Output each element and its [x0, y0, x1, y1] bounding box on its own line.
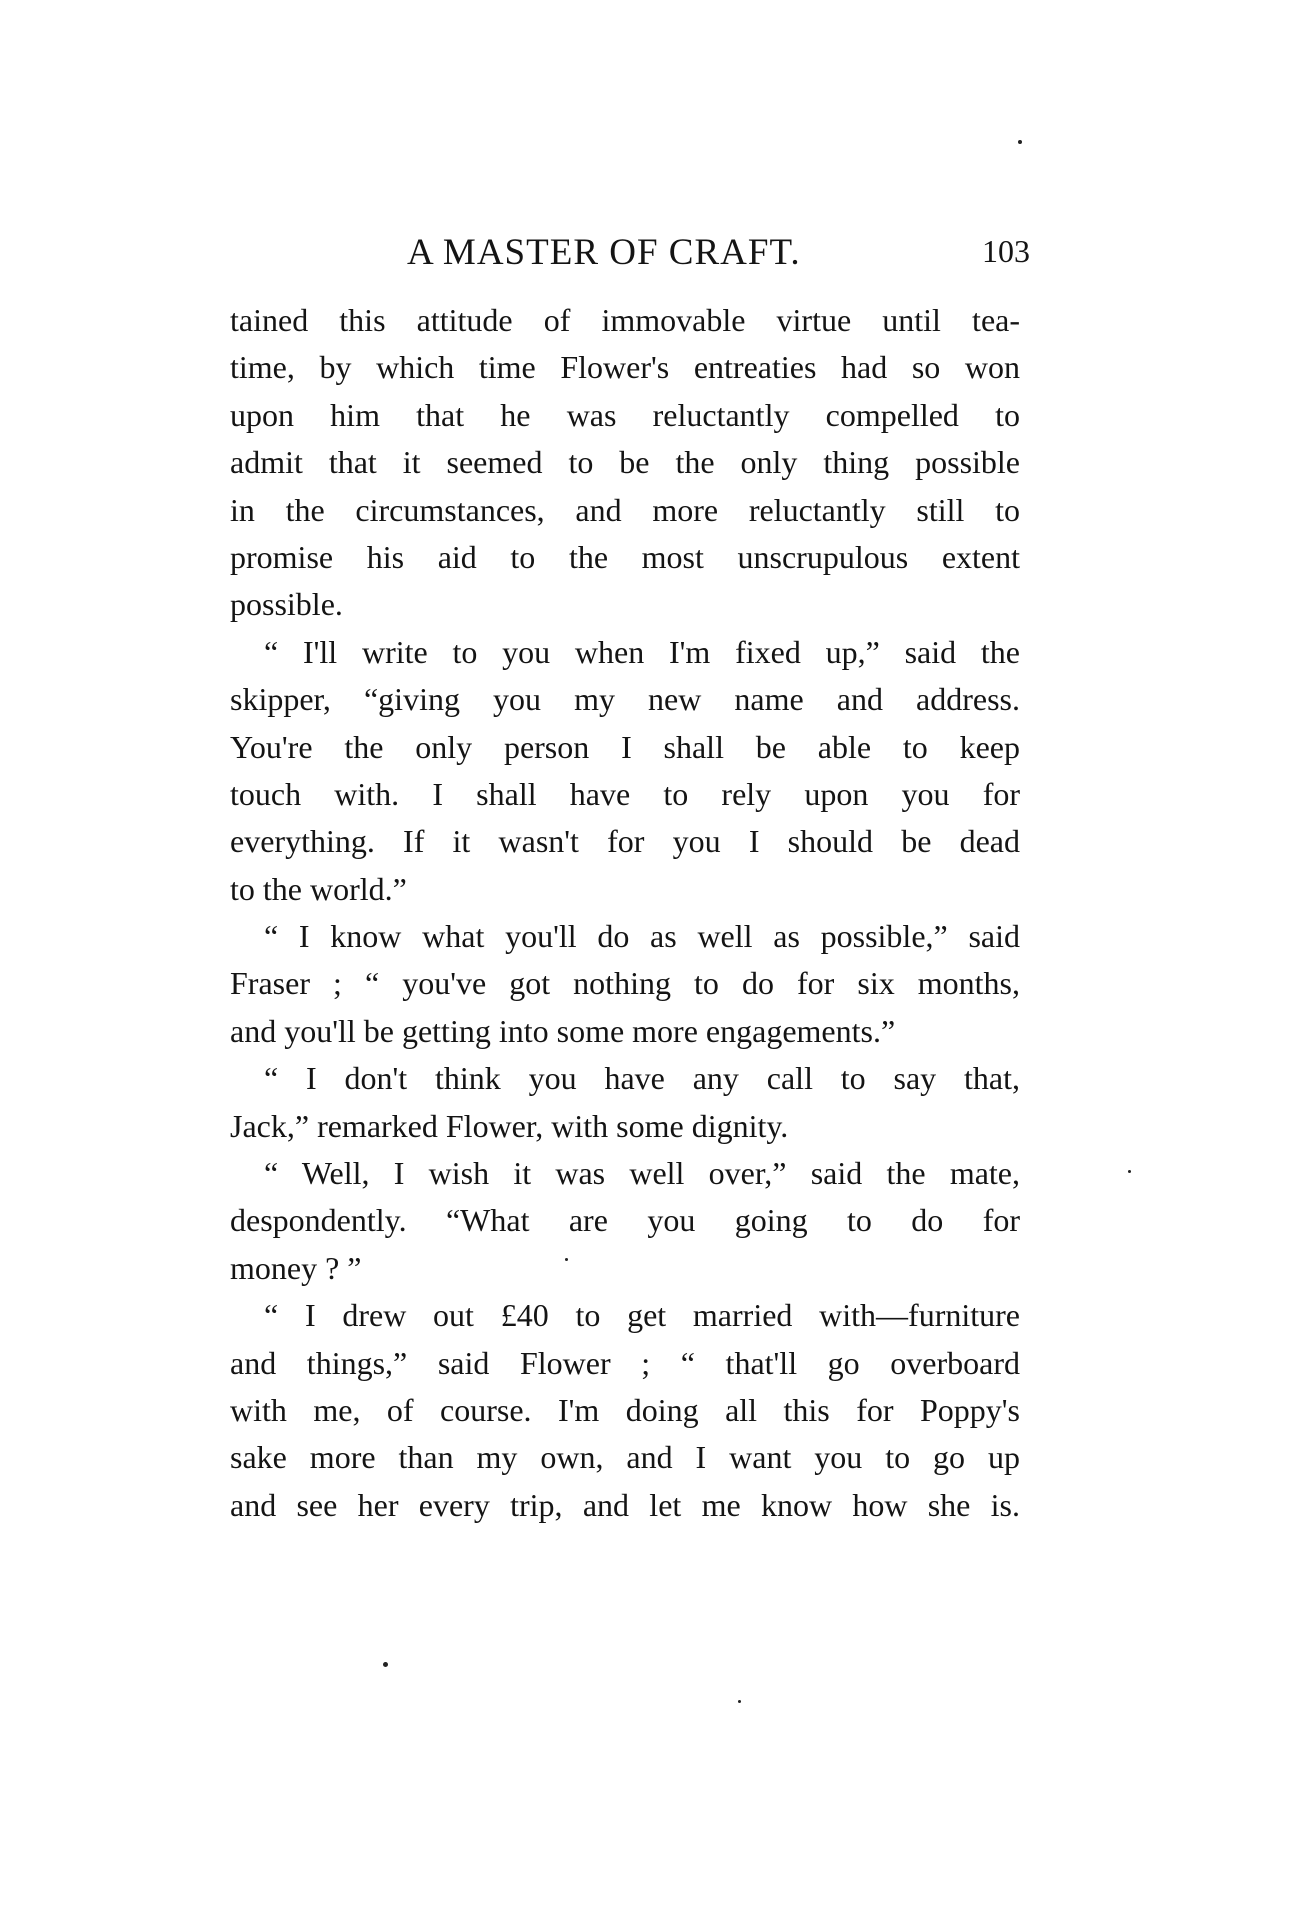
scan-speck [383, 1662, 388, 1667]
text-line: and things,” said Flower ; “ that'll go overboard [230, 1344, 1020, 1381]
text-line: upon him that he was reluctantly compelled to [230, 396, 1020, 433]
text-line: “ Well, I wish it was well over,” said the mate, [264, 1155, 1020, 1192]
text-line: money ? ” [230, 1249, 362, 1286]
paragraph-6 [230, 1292, 1020, 1529]
text-line: and see her every trip, and let me know how she is. [230, 1486, 1020, 1523]
text-line: to the world.” [230, 870, 407, 907]
scan-speck [738, 1700, 741, 1703]
text-line: and you'll be getting into some more engagements.” [230, 1012, 896, 1049]
text-line: admit that it seemed to be the only thing possible [230, 444, 1020, 481]
text-line: skipper, “giving you my new name and address. [230, 681, 1020, 718]
text-line: time, by which time Flower's entreaties had so won [230, 349, 1020, 386]
paragraph-5 [230, 1150, 1020, 1292]
scan-speck [1128, 1170, 1131, 1173]
text-line: everything. If it wasn't for you I should be dead [230, 823, 1020, 860]
running-head [230, 225, 1030, 275]
scan-speck [1018, 140, 1022, 144]
text-line: despondently. “What are you going to do for [230, 1202, 1020, 1239]
paragraph-1 [230, 297, 1020, 629]
text-line: sake more than my own, and I want you to go up [230, 1439, 1020, 1476]
text-line: possible. [230, 586, 343, 623]
text-line: with me, of course. I'm doing all this for Poppy's [230, 1391, 1020, 1428]
text-line: in the circumstances, and more reluctantly still to [230, 491, 1020, 528]
text-line: “ I know what you'll do as well as possible,” said [264, 918, 1020, 955]
paragraph-2 [230, 629, 1020, 913]
text-line: touch with. I shall have to rely upon you for [230, 775, 1020, 812]
text-line: promise his aid to the most unscrupulous extent [230, 538, 1020, 575]
text-line: Jack,” remarked Flower, with some dignity. [230, 1107, 789, 1144]
text-line: Fraser ; “ you've got nothing to do for six months, [230, 965, 1020, 1002]
running-title: A MASTER OF CRAFT. [407, 232, 801, 273]
text-line: You're the only person I shall be able to keep [230, 728, 1020, 765]
text-line: “ I drew out £40 to get married with—furniture [264, 1297, 1020, 1334]
page-number: 103 [982, 233, 1030, 269]
scan-speck [565, 1258, 568, 1261]
text-line: “ I don't think you have any call to say that, [264, 1060, 1020, 1097]
text-line: “ I'll write to you when I'm fixed up,” said the [264, 633, 1020, 670]
text-line: tained this attitude of immovable virtue until tea- [230, 302, 1020, 338]
paragraph-3 [230, 913, 1020, 1055]
body-text [230, 297, 1020, 1529]
paragraph-4 [230, 1055, 1020, 1150]
